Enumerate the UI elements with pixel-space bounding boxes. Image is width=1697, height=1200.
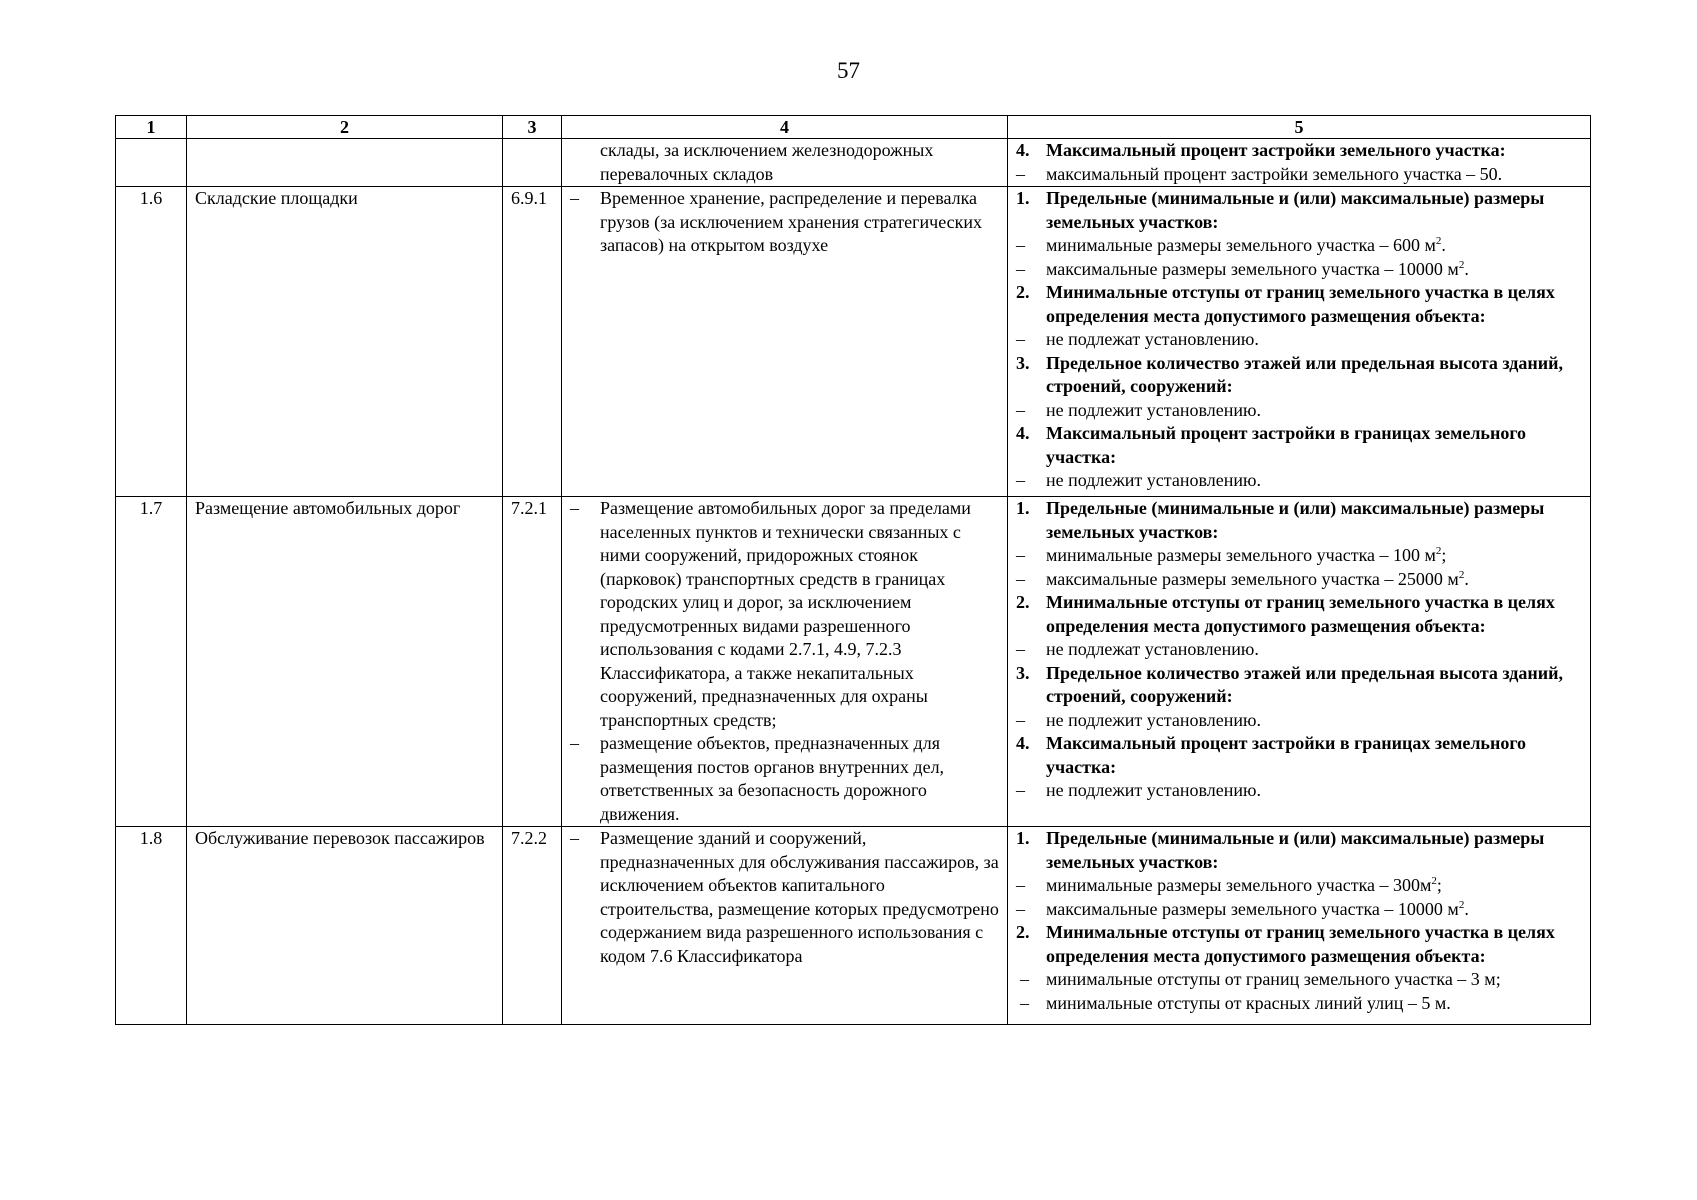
item-text: [1046, 422, 1582, 469]
item-text-main: не подлежат установлению.: [1046, 329, 1259, 349]
item-text: [1046, 709, 1582, 733]
item-text: [1046, 469, 1582, 493]
list-item: [570, 732, 999, 826]
unit-superscript: 2: [1458, 898, 1465, 911]
item-marker: –: [1016, 470, 1025, 490]
item-text-main: Размещение зданий и сооружений, предназначенных для обслуживания пассажиров, за исключением объектов капитального строительства, размещение которых предусмотрено содержанием вида разрешенного использования с кодом 7.6 Классификатора: [600, 828, 999, 966]
item-text: [1046, 328, 1582, 352]
item-text: [1046, 568, 1582, 592]
section-heading: [1016, 352, 1582, 399]
header-col-2: 2: [187, 116, 503, 139]
unit-superscript: 2: [1458, 258, 1465, 271]
table-row: [116, 187, 1591, 497]
item-text: [1046, 352, 1582, 399]
section-heading: [1016, 139, 1582, 163]
item-text-main: минимальные размеры земельного участка – 600 м: [1046, 235, 1436, 255]
item-text-main: максимальный процент застройки земельного участка – 50.: [1046, 163, 1503, 184]
item-text-main: не подлежит установлению.: [1046, 709, 1261, 730]
table-header-row: [116, 116, 1591, 139]
item-text: [1046, 992, 1582, 1016]
row-use-name: Обслуживание перевозок пассажиров: [187, 827, 503, 1025]
row-description: [562, 827, 1008, 1025]
list-item: [1016, 568, 1582, 592]
item-text: [600, 497, 999, 732]
item-marker: 3.: [1016, 352, 1030, 373]
item-marker: 2.: [1016, 282, 1030, 302]
row-number: 1.6: [116, 187, 187, 497]
unit-superscript: 2: [1431, 875, 1437, 887]
item-text: [600, 187, 999, 258]
item-text: [1046, 898, 1582, 922]
item-text: [600, 732, 999, 826]
list-item: [1016, 234, 1582, 258]
item-marker: 3.: [1016, 662, 1030, 683]
item-text-suffix: .: [1464, 258, 1469, 279]
item-text-main: Минимальные отступы от границ земельного участка в целях определения места допустимого размещения объекта:: [1046, 592, 1555, 636]
row-code: 6.9.1: [503, 187, 562, 497]
item-marker: 2.: [1016, 592, 1030, 612]
item-text-main: минимальные размеры земельного участка – 100 м: [1046, 545, 1436, 565]
header-col-3: 3: [503, 116, 562, 139]
row-number: [116, 139, 187, 187]
list-item: [1016, 968, 1582, 992]
item-text: [1046, 779, 1582, 803]
list-item: [1016, 992, 1582, 1016]
item-marker: 1.: [1016, 498, 1030, 518]
item-marker: –: [1016, 399, 1025, 420]
item-text-main: не подлежат установлению.: [1046, 639, 1259, 659]
item-text: [1046, 968, 1582, 992]
unit-superscript: 2: [1435, 545, 1442, 557]
item-text: [1046, 497, 1582, 544]
item-text-main: Предельные (минимальные и (или) максимальные) размеры земельных участков:: [1046, 828, 1545, 872]
item-text: [1046, 827, 1582, 874]
row-description: [562, 139, 1008, 187]
section-heading: [1016, 732, 1582, 779]
header-col-4: 4: [562, 116, 1008, 139]
item-text-main: не подлежит установлению.: [1046, 399, 1261, 420]
list-item: [1016, 779, 1582, 803]
item-text-main: склады, за исключением железнодорожных перевалочных складов: [600, 140, 934, 184]
row-use-name: Размещение автомобильных дорог: [187, 497, 503, 827]
item-marker: –: [1016, 709, 1025, 730]
table-row: [116, 827, 1591, 1025]
header-col-1: 1: [116, 116, 187, 139]
item-marker: 4.: [1016, 423, 1030, 443]
item-text-main: Максимальный процент застройки в границах земельного участка:: [1046, 733, 1527, 777]
unit-superscript: 2: [1435, 235, 1442, 247]
item-marker: –: [1016, 898, 1025, 919]
section-heading: [1016, 921, 1582, 968]
row-parameters: [1008, 139, 1591, 187]
item-text-main: размещение объектов, предназначенных для размещения постов органов внутренних дел, ответственных за безопасность дорожного движения.: [600, 733, 945, 824]
section-heading: [1016, 187, 1582, 234]
row-number: 1.8: [116, 827, 187, 1025]
item-text-suffix: .: [1441, 235, 1446, 255]
item-text-suffix: .: [1464, 898, 1469, 919]
item-marker: 4.: [1016, 733, 1030, 753]
item-text-main: не подлежит установлению.: [1046, 780, 1261, 800]
item-text-main: Минимальные отступы от границ земельного участка в целях определения места допустимого размещения объекта:: [1046, 282, 1555, 326]
item-marker: –: [570, 498, 579, 518]
item-text-main: Максимальный процент застройки в границах земельного участка:: [1046, 423, 1527, 467]
item-marker: –: [1016, 329, 1025, 349]
item-marker: –: [1020, 969, 1029, 989]
item-marker: –: [1016, 545, 1025, 565]
list-item: [1016, 638, 1582, 662]
item-text: [1046, 874, 1582, 898]
item-marker: [570, 139, 600, 186]
list-item: [1016, 544, 1582, 568]
item-text-main: максимальные размеры земельного участка – 25000 м: [1046, 568, 1459, 589]
list-item: [1016, 163, 1582, 187]
item-marker: –: [1016, 258, 1025, 279]
item-marker: –: [1020, 992, 1029, 1013]
table-row: [116, 139, 1591, 187]
item-text-main: Минимальные отступы от границ земельного участка в целях определения места допустимого размещения объекта:: [1046, 922, 1555, 966]
row-parameters: [1008, 187, 1591, 497]
item-marker: –: [570, 828, 579, 848]
section-heading: [1016, 827, 1582, 874]
item-marker: 4.: [1016, 140, 1030, 160]
row-parameters: [1008, 497, 1591, 827]
item-text: [1046, 921, 1582, 968]
row-description: [562, 187, 1008, 497]
section-heading: [1016, 591, 1582, 638]
table-row: [116, 497, 1591, 827]
list-item: [570, 497, 999, 732]
list-item: [1016, 874, 1582, 898]
item-text: [1046, 638, 1582, 662]
list-item: [1016, 328, 1582, 352]
regulations-table: [115, 115, 1591, 1025]
list-item: [570, 187, 999, 258]
item-text: [1046, 662, 1582, 709]
row-code: 7.2.2: [503, 827, 562, 1025]
item-text: [1046, 281, 1582, 328]
section-heading: [1016, 281, 1582, 328]
item-marker: –: [1016, 639, 1025, 659]
list-item: [1016, 898, 1582, 922]
item-text-main: минимальные размеры земельного участка – 300м: [1046, 875, 1432, 895]
item-text-main: Предельные (минимальные и (или) максимальные) размеры земельных участков:: [1046, 498, 1545, 542]
row-number: 1.7: [116, 497, 187, 827]
item-text-main: Предельные (минимальные и (или) максимальные) размеры земельных участков:: [1046, 188, 1545, 232]
row-parameters: [1008, 827, 1591, 1025]
item-text: [1046, 732, 1582, 779]
item-marker: 2.: [1016, 922, 1030, 942]
list-item: [570, 139, 999, 186]
list-item: [570, 827, 999, 968]
item-text-main: минимальные отступы от границ земельного участка – 3 м;: [1046, 969, 1501, 989]
item-marker: –: [1016, 568, 1025, 589]
section-heading: [1016, 422, 1582, 469]
item-text-main: не подлежит установлению.: [1046, 470, 1261, 490]
item-text: [1046, 234, 1582, 258]
item-text-main: максимальные размеры земельного участка – 10000 м: [1046, 898, 1459, 919]
item-text-main: Предельное количество этажей или предельная высота зданий, строений, сооружений:: [1046, 352, 1564, 396]
item-marker: 1.: [1016, 188, 1030, 208]
item-marker: –: [570, 733, 579, 753]
item-text-main: минимальные отступы от красных линий улиц – 5 м.: [1046, 992, 1451, 1013]
item-text: [1046, 591, 1582, 638]
row-description: [562, 497, 1008, 827]
item-marker: –: [1016, 780, 1025, 800]
row-code: [503, 139, 562, 187]
item-marker: –: [570, 188, 579, 208]
list-item: [1016, 709, 1582, 733]
item-text-suffix: ;: [1436, 875, 1442, 895]
item-text: [600, 139, 999, 186]
row-use-name: Складские площадки: [187, 187, 503, 497]
item-text-main: Предельное количество этажей или предельная высота зданий, строений, сооружений:: [1046, 662, 1564, 706]
item-text: [1046, 258, 1582, 282]
item-text: [1046, 544, 1582, 568]
page-number: 57: [837, 58, 860, 83]
unit-superscript: 2: [1458, 568, 1465, 581]
item-text: [1046, 139, 1582, 163]
item-text: [600, 827, 999, 968]
item-text-main: максимальные размеры земельного участка – 10000 м: [1046, 258, 1459, 279]
item-text-suffix: .: [1464, 568, 1469, 589]
item-text-main: Размещение автомобильных дорог за пределами населенных пунктов и технически связанных с ними сооружений, придорожных стоянок (парковок) транспортных средств в границах городских улиц и дорог, за исключением предусмотренных видами разрешенного использования с кодами 2.7.1, 4.9, 7.2.3 Классификатора, а также некапитальных сооружений, предназначенных для охраны транспортных средств;: [600, 498, 971, 730]
item-marker: –: [1016, 875, 1025, 895]
list-item: [1016, 469, 1582, 493]
item-marker: –: [1016, 235, 1025, 255]
item-text-main: Временное хранение, распределение и перевалка грузов (за исключением хранения стратегических запасов) на открытом воздухе: [600, 188, 983, 255]
item-marker: –: [1016, 163, 1025, 184]
item-text: [1046, 399, 1582, 423]
list-item: [1016, 399, 1582, 423]
section-heading: [1016, 497, 1582, 544]
item-marker: 1.: [1016, 828, 1030, 848]
list-item: [1016, 258, 1582, 282]
row-code: 7.2.1: [503, 497, 562, 827]
item-text-suffix: ;: [1441, 545, 1447, 565]
section-heading: [1016, 662, 1582, 709]
item-text: [1046, 187, 1582, 234]
item-text-main: Максимальный процент застройки земельного участка:: [1046, 140, 1506, 160]
row-use-name: [187, 139, 503, 187]
header-col-5: 5: [1008, 116, 1591, 139]
item-text: [1046, 163, 1582, 187]
